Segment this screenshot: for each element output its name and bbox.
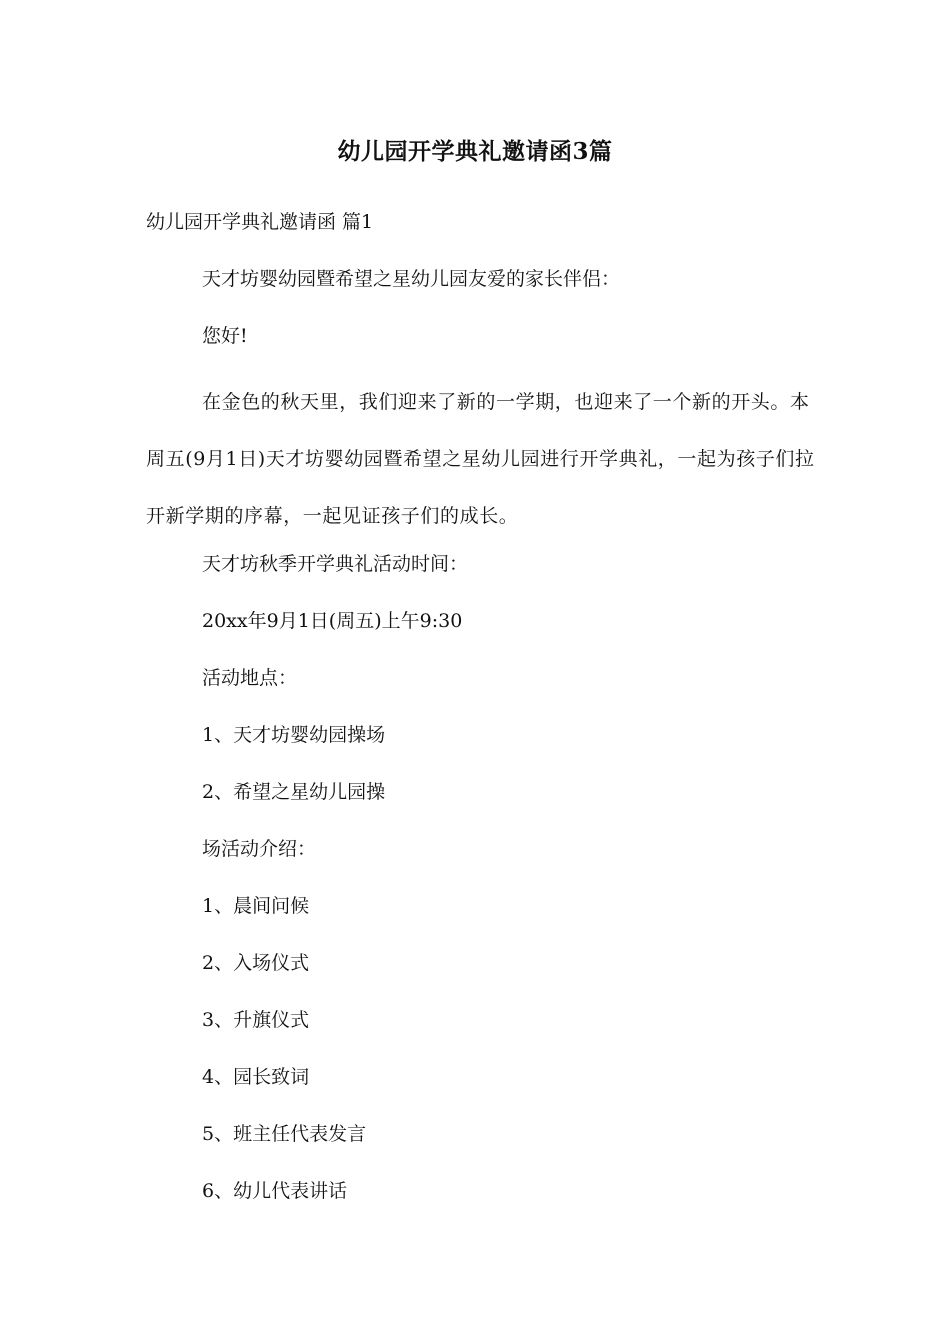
activity-item: 2、入场仪式 [202, 952, 310, 974]
activity-item: 5、班主任代表发言 [202, 1123, 367, 1145]
section-heading: 幼儿园开学典礼邀请函 篇1 [146, 211, 374, 233]
location-label: 活动地点： [202, 667, 298, 689]
activity-item: 4、园长致词 [202, 1066, 310, 1088]
activity-item: 6、幼儿代表讲话 [202, 1180, 348, 1202]
location-item: 1、天才坊婴幼园操场 [202, 724, 386, 746]
body-paragraph: 在金色的秋天里，我们迎来了新的一学期，也迎来了一个新的开头。本周五(9月1日)天才坊婴幼园暨希望之星幼儿园进行开学典礼，一起为孩子们拉开新学期的序幕，一起见证孩子们的成长。 [146, 391, 815, 527]
time-label: 天才坊秋季开学典礼活动时间： [202, 553, 469, 575]
intro-label: 场活动介绍： [202, 838, 317, 860]
activity-item: 1、晨间问候 [202, 895, 310, 917]
activity-item: 3、升旗仪式 [202, 1009, 310, 1031]
location-item: 2、希望之星幼儿园操 [202, 781, 386, 803]
document-title: 幼儿园开学典礼邀请函3篇 [337, 138, 613, 165]
time-value: 20xx年9月1日(周五)上午9:30 [202, 610, 463, 632]
salutation: 天才坊婴幼园暨希望之星幼儿园友爱的家长伴侣： [202, 268, 621, 290]
greeting: 您好! [202, 325, 248, 347]
